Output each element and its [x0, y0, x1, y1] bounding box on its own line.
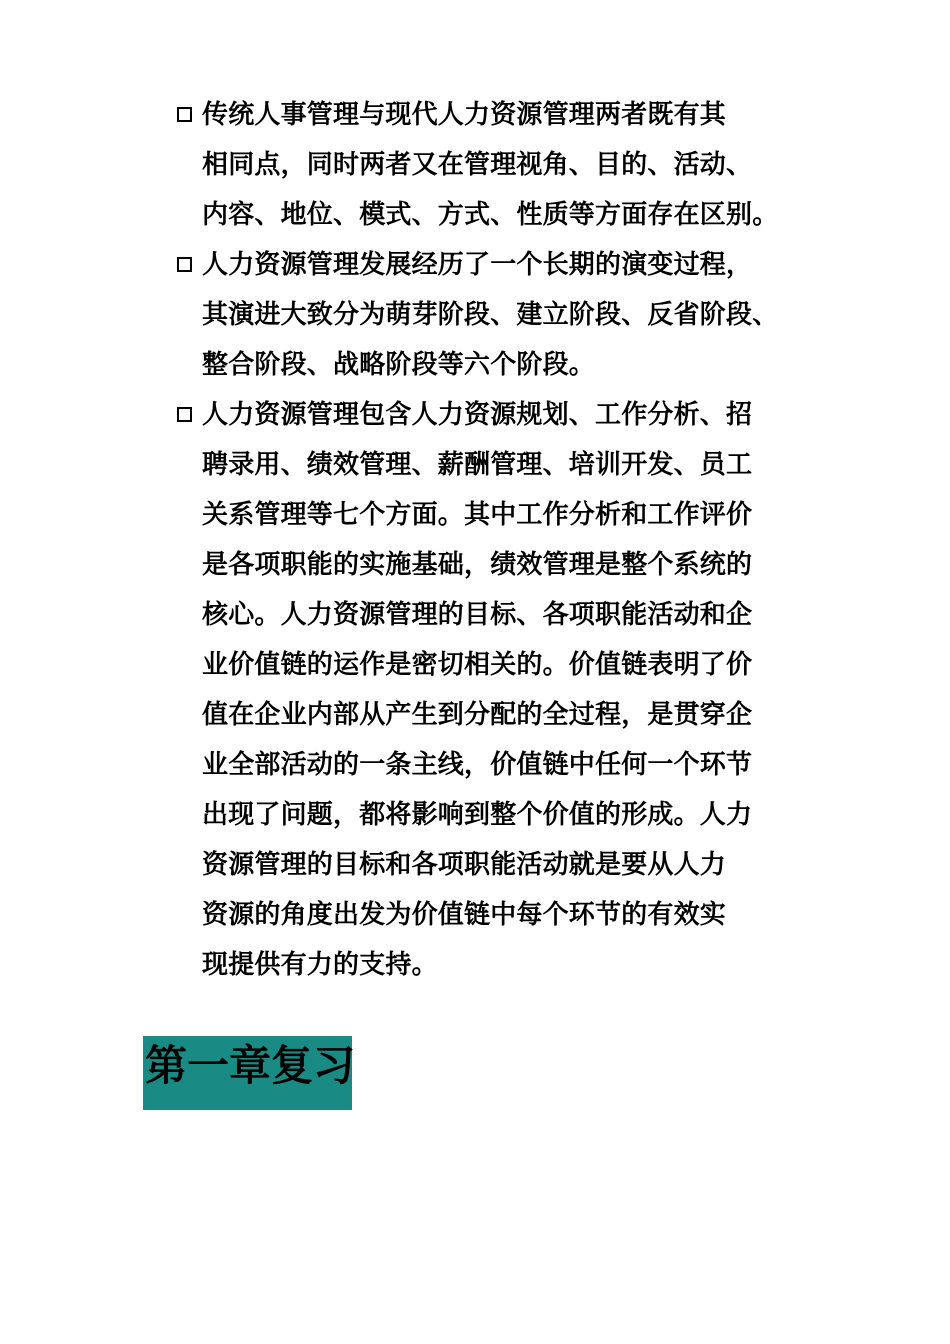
bullet-text-line: 传统人事管理与现代人力资源管理两者既有其 — [202, 100, 727, 130]
bullet-text-line: 整合阶段、战略阶段等六个阶段。 — [202, 350, 596, 380]
bullet-text-line: 资源管理的目标和各项职能活动就是要从人力 — [202, 850, 727, 880]
checkbox-square-icon — [177, 407, 192, 422]
bullet-text-line: 人力资源管理发展经历了一个长期的演变过程， — [202, 250, 753, 280]
bullet-text-line: 业全部活动的一条主线，价值链中任何一个环节 — [202, 750, 753, 780]
checkbox-square-icon — [177, 257, 192, 272]
bullet-text-line: 内容、地位、模式、方式、性质等方面存在区别。 — [202, 200, 779, 230]
bullet-text-line: 值在企业内部从产生到分配的全过程，是贯穿企 — [202, 700, 753, 730]
bullet-item-1 — [174, 90, 814, 240]
bullet-text-line: 核心。人力资源管理的目标、各项职能活动和企 — [202, 600, 753, 630]
bullet-text-line: 人力资源管理包含人力资源规划、工作分析、招 — [202, 400, 753, 430]
bullet-text-line: 出现了问题，都将影响到整个价值的形成。人力 — [202, 800, 753, 830]
bullet-text-line: 其演进大致分为萌芽阶段、建立阶段、反省阶段、 — [202, 300, 779, 330]
section-heading-text: 第一章复习 — [145, 1041, 356, 1090]
checkbox-square-icon — [177, 107, 192, 122]
bullet-text-line: 关系管理等七个方面。其中工作分析和工作评价 — [202, 500, 753, 530]
bullet-text-line: 是各项职能的实施基础，绩效管理是整个系统的 — [202, 550, 753, 580]
bullet-item-2 — [174, 240, 814, 390]
bullet-text-line: 资源的角度出发为价值链中每个环节的有效实 — [202, 900, 727, 930]
section-heading-block — [143, 1036, 356, 1110]
bullet-text-line: 业价值链的运作是密切相关的。价值链表明了价 — [202, 650, 753, 680]
bullet-text-line: 现提供有力的支持。 — [202, 950, 438, 980]
bullet-text-line: 聘录用、绩效管理、薪酬管理、培训开发、员工 — [202, 450, 753, 480]
bullet-text-line: 相同点，同时两者又在管理视角、目的、活动、 — [202, 150, 753, 180]
bullet-list — [174, 90, 814, 990]
bullet-item-3 — [174, 390, 814, 990]
